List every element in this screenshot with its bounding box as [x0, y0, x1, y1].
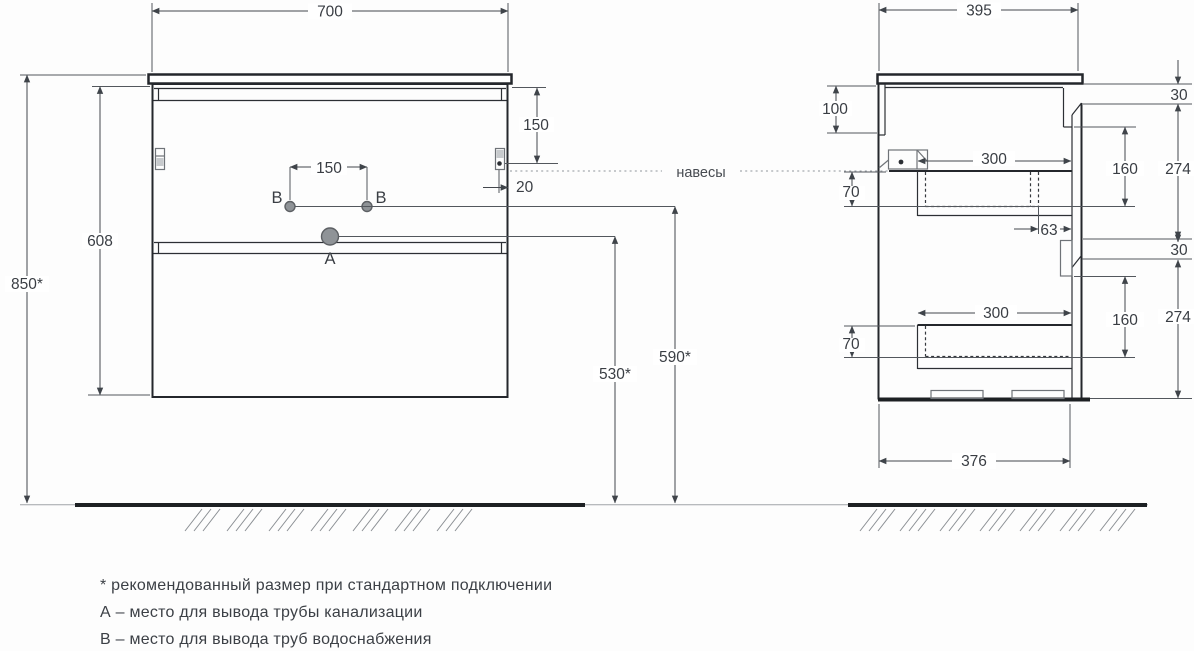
note-point-b: В – место для вывода труб водоснабжения	[100, 631, 432, 648]
note-point-a: А – место для вывода трубы канализации	[100, 604, 423, 621]
dim-label-drain-outlet-height: 530*	[599, 366, 631, 383]
side-drawer-bottom	[918, 325, 1073, 369]
side-mount-rail	[879, 84, 1063, 135]
dim-label-front-panel-top: 274	[1165, 161, 1191, 178]
dim-siphon-offset	[1014, 207, 1071, 239]
dim-label-front-width: 700	[317, 3, 343, 21]
hole-b-left	[285, 202, 295, 212]
dim-bracket-from-top	[505, 88, 558, 164]
hangers-callout	[510, 165, 888, 181]
dim-base-depth	[879, 404, 1070, 470]
hangers-label: навесы	[676, 165, 726, 181]
dim-label-body-height: 608	[87, 233, 113, 250]
dim-label-bracket-drop-top: 70	[842, 184, 860, 201]
dim-label-base-depth: 376	[961, 453, 987, 470]
dim-drawer-opening-top	[918, 151, 1071, 168]
dim-drawer-height-top	[1074, 127, 1144, 206]
side-countertop	[878, 75, 1083, 84]
dim-label-bracket-from-edge: 20	[516, 179, 534, 196]
mid-front-rail	[1061, 241, 1073, 277]
bottom-glide-left	[931, 391, 983, 399]
ground	[20, 505, 1148, 531]
side-front-panel	[1061, 88, 1082, 399]
dim-recess-top	[1083, 60, 1192, 104]
front-countertop	[149, 75, 512, 84]
point-b-right-label: B	[375, 189, 387, 207]
dim-label-drawer-opening-bottom: 300	[983, 305, 1009, 322]
dim-label-water-outlet-height: 590*	[659, 349, 691, 366]
point-a-label: A	[324, 250, 336, 268]
side-view	[878, 75, 1091, 400]
dim-hole-spacing	[290, 160, 367, 200]
wall-bracket-right	[496, 149, 505, 170]
floor-hatching-left	[185, 509, 472, 531]
dim-drawer-opening-bottom	[918, 305, 1071, 322]
side-wall-bracket	[879, 150, 928, 169]
floor-hatching-right	[860, 509, 1135, 531]
dim-body-height	[82, 87, 150, 396]
dim-bracket-drop-bottom	[839, 326, 1135, 358]
bracket-reference-point	[899, 160, 904, 165]
dim-water-outlet-height	[295, 207, 697, 504]
dim-label-depth: 395	[966, 2, 992, 20]
dim-label-hole-spacing: 150	[316, 160, 342, 177]
dim-mount-rail-height	[819, 86, 877, 133]
hole-a	[322, 228, 339, 245]
dim-label-siphon-offset: 63	[1040, 222, 1058, 239]
dim-depth	[879, 3, 1078, 72]
dim-label-front-panel-bottom: 274	[1165, 309, 1191, 326]
bottom-glide-right	[1012, 391, 1064, 399]
wall-bracket-left	[156, 149, 165, 170]
point-b-left-label: B	[271, 189, 283, 207]
dim-front-width	[152, 3, 508, 72]
dim-label-drawer-height-top: 160	[1112, 161, 1138, 178]
note-recommended-size: * рекомендованный размер при стандартном подключении	[100, 577, 553, 594]
dim-front-panel-bottom	[1090, 260, 1194, 399]
dim-label-drawer-height-bottom: 160	[1112, 312, 1138, 329]
front-drawer-gap-top	[154, 89, 507, 101]
dim-label-total-height: 850*	[11, 276, 43, 293]
side-drawer-top	[889, 171, 1072, 216]
dim-drawer-height-bottom	[1074, 277, 1144, 358]
front-view	[149, 75, 512, 398]
dim-label-recess-bottom: 30	[1170, 242, 1188, 259]
dim-label-mount-rail-height: 100	[822, 101, 848, 118]
bracket-reference-point	[497, 161, 502, 166]
dim-label-bracket-from-top: 150	[523, 117, 549, 134]
dim-bracket-drop-top	[839, 172, 1135, 207]
dim-total-height	[5, 75, 146, 503]
dim-front-panel-top	[1158, 104, 1194, 242]
dim-drain-outlet-height	[339, 237, 637, 504]
dim-recess-bottom	[1082, 216, 1192, 259]
dim-label-bracket-drop-bottom: 70	[842, 336, 860, 353]
dim-label-drawer-opening-top: 300	[981, 151, 1007, 168]
dim-label-recess-top: 30	[1170, 87, 1188, 104]
footnotes	[100, 577, 552, 648]
